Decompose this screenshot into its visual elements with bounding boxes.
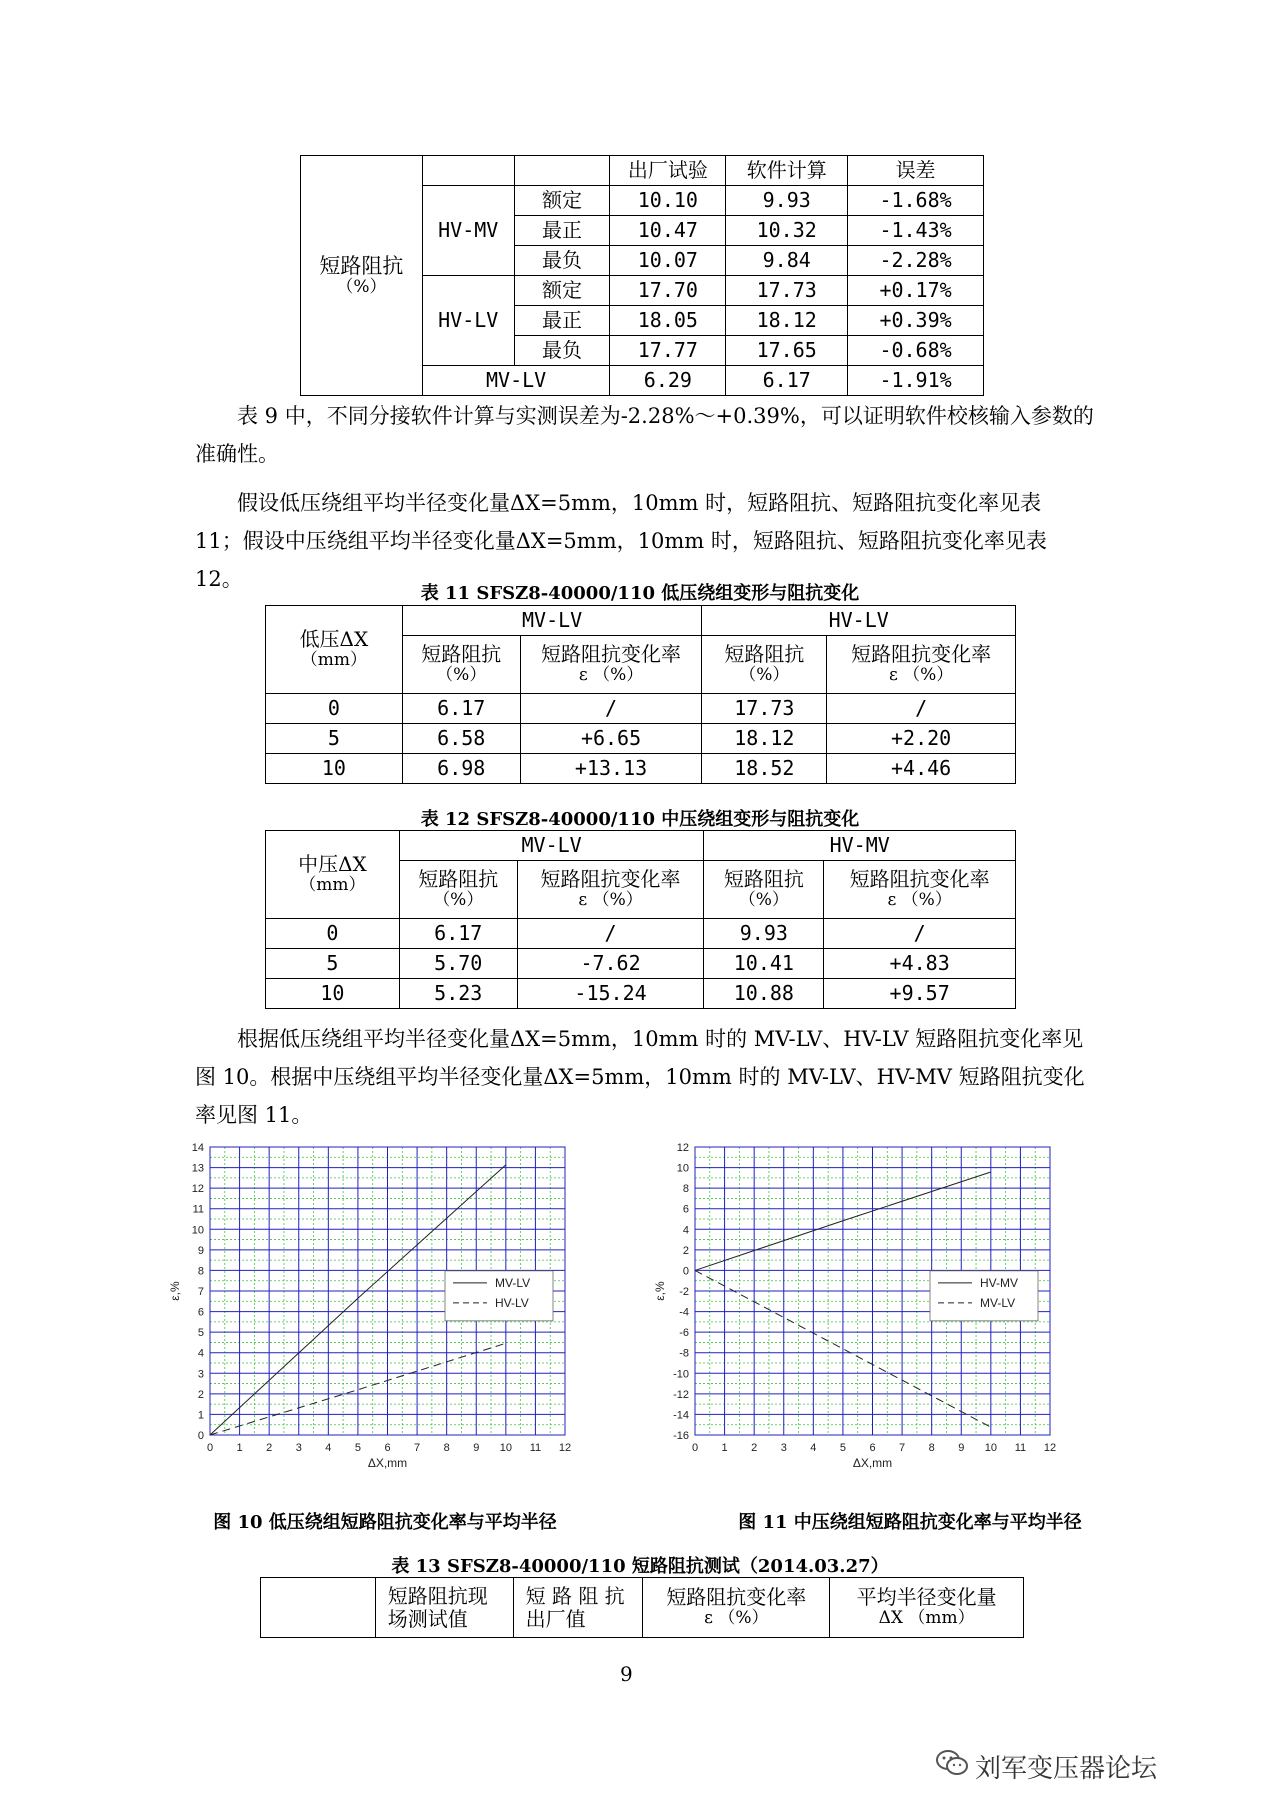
error-cell: +0.39%: [848, 306, 984, 336]
group-header: MV-LV: [399, 831, 704, 861]
table-13: [260, 1577, 1024, 1638]
col-factory: 出厂试验: [610, 156, 726, 186]
x-tick-label: 7: [414, 1442, 421, 1454]
y-axis-label: ε,%: [168, 1281, 182, 1301]
sub-header-unit: ε （%）: [578, 665, 644, 686]
group-unit-text: （%）: [336, 276, 387, 297]
row-head: [266, 606, 403, 694]
group-header: HV-LV: [702, 606, 1016, 636]
cell: -15.24: [517, 979, 704, 1009]
sub-header-text: 短路阻抗: [418, 867, 499, 892]
cell: 9.93: [704, 919, 824, 949]
y-tick-label: 3: [197, 1368, 204, 1381]
x-axis-label: ΔX,mm: [852, 1456, 893, 1470]
error-cell: -1.68%: [848, 186, 984, 216]
table-11: [265, 605, 1016, 784]
legend-label: MV-LV: [495, 1275, 531, 1290]
y-tick-label: -16: [673, 1430, 689, 1442]
factory-cell: 18.05: [610, 306, 726, 336]
section-name: MV-LV: [422, 366, 610, 396]
x-tick-label: 12: [558, 1442, 572, 1454]
y-tick-label: -2: [679, 1286, 689, 1298]
cell: 6.17: [402, 694, 520, 724]
y-tick-label: 0: [197, 1430, 204, 1442]
x-tick-label: 4: [325, 1442, 332, 1454]
sub-header-text: 短路阻抗: [723, 867, 804, 892]
sub-header-text: 短路阻抗: [421, 642, 502, 667]
footer-brand: 刘军变压器论坛: [975, 1754, 1158, 1784]
sub-header: [402, 636, 520, 694]
sub-header: [520, 636, 702, 694]
table-row: [266, 979, 1016, 1009]
cell: /: [520, 694, 702, 724]
y-tick-label: 1: [197, 1409, 204, 1422]
sub-header-unit: ε （%）: [888, 665, 954, 686]
table-12-caption: 表 12 SFSZ8-40000/110 中压绕组变形与阻抗变化: [420, 809, 860, 830]
tap-cell: 额定: [514, 186, 610, 216]
header-text: 短 路 阻 抗: [525, 1583, 625, 1608]
cell: -7.62: [517, 949, 704, 979]
table-row: [266, 919, 1016, 949]
cell: 10: [266, 754, 403, 784]
x-tick-label: 9: [473, 1442, 480, 1454]
header-cell: [830, 1578, 1024, 1638]
sub-header: [702, 636, 827, 694]
header-text: ΔX （mm）: [878, 1608, 975, 1629]
cell: +4.83: [824, 949, 1016, 979]
y-tick-label: 11: [192, 1203, 204, 1216]
tap-cell: 最正: [514, 306, 610, 336]
header-text: 短路阻抗变化率: [666, 1585, 807, 1610]
y-tick-label: 14: [191, 1142, 204, 1154]
x-tick-label: 3: [780, 1442, 787, 1454]
cell: +2.20: [827, 724, 1016, 754]
legend-label: HV-LV: [495, 1295, 529, 1310]
tap-cell: 最正: [514, 216, 610, 246]
sub-header: [517, 861, 704, 919]
x-tick-label: 0: [206, 1442, 214, 1454]
tap-cell: 额定: [514, 276, 610, 306]
x-tick-label: 5: [354, 1442, 361, 1454]
calc-cell: 9.84: [726, 246, 848, 276]
calc-cell: 17.65: [726, 336, 848, 366]
legend-label: MV-LV: [980, 1295, 1016, 1310]
x-tick-label: 2: [751, 1442, 758, 1454]
y-tick-label: 6: [682, 1203, 689, 1216]
page-number: 9: [620, 1662, 633, 1686]
header-text: 短路阻抗现: [387, 1583, 488, 1608]
sub-header: [399, 861, 517, 919]
tap-cell: 最负: [514, 336, 610, 366]
sub-header-unit: （%）: [436, 665, 487, 686]
cell: 18.12: [702, 724, 827, 754]
table-row: [266, 694, 1016, 724]
cell: +6.65: [520, 724, 702, 754]
sub-header-unit: （%）: [738, 890, 789, 911]
cell: 18.52: [702, 754, 827, 784]
factory-cell: 10.47: [610, 216, 726, 246]
cell: 5: [266, 724, 403, 754]
table-11-caption: 表 11 SFSZ8-40000/110 低压绕组变形与阻抗变化: [420, 583, 860, 604]
row-head-text: 低压ΔX: [299, 627, 369, 652]
cell: 5.70: [399, 949, 517, 979]
group-header: HV-MV: [704, 831, 1016, 861]
table-row: [266, 754, 1016, 784]
error-cell: -2.28%: [848, 246, 984, 276]
calc-cell: 17.73: [726, 276, 848, 306]
y-tick-label: -4: [679, 1306, 689, 1319]
y-tick-label: 12: [676, 1142, 689, 1154]
header-cell: [643, 1578, 830, 1638]
x-tick-label: 10: [984, 1442, 997, 1454]
wechat-icon: [935, 1748, 969, 1778]
cell: 10.88: [704, 979, 824, 1009]
y-tick-label: 4: [682, 1224, 689, 1237]
header-text: 出厂值: [525, 1606, 586, 1631]
header-text: ε （%）: [704, 1608, 769, 1629]
sub-header-text: 短路阻抗变化率: [851, 642, 992, 667]
header-cell: [375, 1578, 513, 1638]
x-axis-label: ΔX,mm: [367, 1456, 408, 1470]
y-tick-label: 8: [197, 1265, 204, 1278]
group-header: MV-LV: [402, 606, 702, 636]
header-text: 平均半径变化量: [856, 1585, 997, 1610]
x-tick-label: 8: [443, 1442, 450, 1454]
x-tick-label: 11: [1014, 1442, 1027, 1454]
x-tick-label: 3: [295, 1442, 302, 1454]
calc-cell: 18.12: [726, 306, 848, 336]
sub-header: [824, 861, 1016, 919]
cell: 5: [266, 949, 400, 979]
cell: +9.57: [824, 979, 1016, 1009]
figure-10-svg: [165, 1135, 635, 1495]
impedance-group-label: [301, 156, 423, 396]
cell: 6.17: [399, 919, 517, 949]
y-tick-label: 13: [191, 1162, 204, 1175]
col-calc: 软件计算: [726, 156, 848, 186]
header-text: 场测试值: [387, 1606, 468, 1631]
factory-cell: 17.77: [610, 336, 726, 366]
row-head-text: 中压ΔX: [298, 852, 367, 877]
x-tick-label: 1: [721, 1442, 728, 1454]
y-tick-label: -8: [679, 1347, 689, 1360]
sub-header-unit: ε （%）: [578, 890, 643, 911]
y-tick-label: 7: [197, 1286, 204, 1298]
x-tick-label: 8: [928, 1442, 935, 1454]
header-cell: [513, 1578, 643, 1638]
cell: 0: [266, 919, 400, 949]
x-tick-label: 0: [691, 1442, 699, 1454]
x-tick-label: 4: [810, 1442, 817, 1454]
y-tick-label: 0: [682, 1265, 689, 1278]
error-cell: -1.43%: [848, 216, 984, 246]
table-9: [300, 155, 984, 396]
paragraph-2: 假设低压绕组平均半径变化量ΔX=5mm，10mm 时，短路阻抗、短路阻抗变化率见表 11；假设中压绕组平均半径变化量ΔX=5mm，10mm 时，短路阻抗、短路阻抗变化率见表 12。: [195, 491, 1047, 591]
cell: 10.41: [704, 949, 824, 979]
x-tick-label: 6: [869, 1442, 876, 1454]
sub-header-unit: （%）: [433, 890, 484, 911]
empty-cell: [261, 1578, 376, 1638]
cell: 0: [266, 694, 403, 724]
sub-header-text: 短路阻抗变化率: [540, 867, 681, 892]
section-name: HV-MV: [422, 186, 514, 276]
figure-11-chart: [650, 1135, 1120, 1499]
figure-11-caption: 图 11 中压绕组短路阻抗变化率与平均半径: [738, 1512, 1082, 1533]
y-tick-label: 2: [682, 1244, 689, 1257]
y-tick-label: 10: [676, 1162, 689, 1175]
paragraph-1: 表 9 中，不同分接软件计算与实测误差为-2.28%～+0.39%，可以证明软件校核输入参数的准确性。: [195, 404, 1094, 466]
factory-cell: 17.70: [610, 276, 726, 306]
y-tick-label: -12: [673, 1388, 689, 1401]
error-cell: +0.17%: [848, 276, 984, 306]
calc-cell: 9.93: [726, 186, 848, 216]
calc-cell: 6.17: [726, 366, 848, 396]
x-tick-label: 7: [899, 1442, 906, 1454]
cell: 6.98: [402, 754, 520, 784]
cell: /: [824, 919, 1016, 949]
row-head: [266, 831, 400, 919]
col-error: 误差: [848, 156, 984, 186]
x-tick-label: 1: [236, 1442, 243, 1454]
sub-header-text: 短路阻抗变化率: [849, 867, 990, 892]
sub-header: [704, 861, 824, 919]
figure-10-caption: 图 10 低压绕组短路阻抗变化率与平均半径: [213, 1512, 557, 1533]
cell: 5.23: [399, 979, 517, 1009]
cell: 10: [266, 979, 400, 1009]
y-tick-label: -14: [673, 1409, 689, 1422]
x-tick-label: 10: [499, 1442, 512, 1454]
row-unit-text: （mm）: [299, 875, 366, 896]
y-tick-label: -6: [679, 1327, 689, 1340]
table-row: [266, 724, 1016, 754]
x-tick-label: 5: [839, 1442, 846, 1454]
group-label-text: 短路阻抗: [319, 253, 404, 278]
calc-cell: 10.32: [726, 216, 848, 246]
y-tick-label: 10: [191, 1224, 204, 1237]
cell: 6.58: [402, 724, 520, 754]
x-tick-label: 6: [384, 1442, 391, 1454]
y-axis-label: ε,%: [653, 1281, 667, 1301]
y-tick-label: 2: [197, 1388, 204, 1401]
figure-10-chart: [165, 1135, 635, 1499]
y-tick-label: 6: [197, 1306, 204, 1319]
y-tick-label: 5: [197, 1327, 204, 1340]
x-tick-label: 9: [958, 1442, 965, 1454]
y-tick-label: 9: [197, 1244, 204, 1257]
tap-cell: 最负: [514, 246, 610, 276]
table-12: [265, 830, 1016, 1009]
legend-label: HV-MV: [980, 1275, 1019, 1290]
figure-11-svg: [650, 1135, 1120, 1495]
error-cell: -0.68%: [848, 336, 984, 366]
section-name: HV-LV: [422, 276, 514, 366]
cell: /: [827, 694, 1016, 724]
cell: 17.73: [702, 694, 827, 724]
sub-header-unit: （%）: [739, 665, 790, 686]
y-tick-label: 8: [682, 1183, 689, 1196]
y-tick-label: -10: [673, 1368, 689, 1381]
cell: /: [517, 919, 704, 949]
table-13-caption: 表 13 SFSZ8-40000/110 短路阻抗测试（2014.03.27）: [391, 1556, 889, 1577]
factory-cell: 10.10: [610, 186, 726, 216]
sub-header: [827, 636, 1016, 694]
sub-header-text: 短路阻抗: [724, 642, 805, 667]
error-cell: -1.91%: [848, 366, 984, 396]
cell: +13.13: [520, 754, 702, 784]
x-tick-label: 2: [266, 1442, 273, 1454]
x-tick-label: 12: [1043, 1442, 1057, 1454]
cell: +4.46: [827, 754, 1016, 784]
y-tick-label: 4: [197, 1347, 204, 1360]
factory-cell: 10.07: [610, 246, 726, 276]
factory-cell: 6.29: [610, 366, 726, 396]
y-tick-label: 12: [191, 1183, 204, 1196]
paragraph-3: 根据低压绕组平均半径变化量ΔX=5mm，10mm 时的 MV-LV、HV-LV 短路阻抗变化率见图 10。根据中压绕组平均半径变化量ΔX=5mm，10mm 时的 MV-LV、HV-MV 短路阻抗变化率见图 11。: [195, 1027, 1085, 1127]
x-tick-label: 11: [529, 1442, 542, 1454]
row-unit-text: （mm）: [300, 650, 368, 671]
sub-header-unit: ε （%）: [887, 890, 952, 911]
table-row: [266, 949, 1016, 979]
sub-header-text: 短路阻抗变化率: [541, 642, 682, 667]
